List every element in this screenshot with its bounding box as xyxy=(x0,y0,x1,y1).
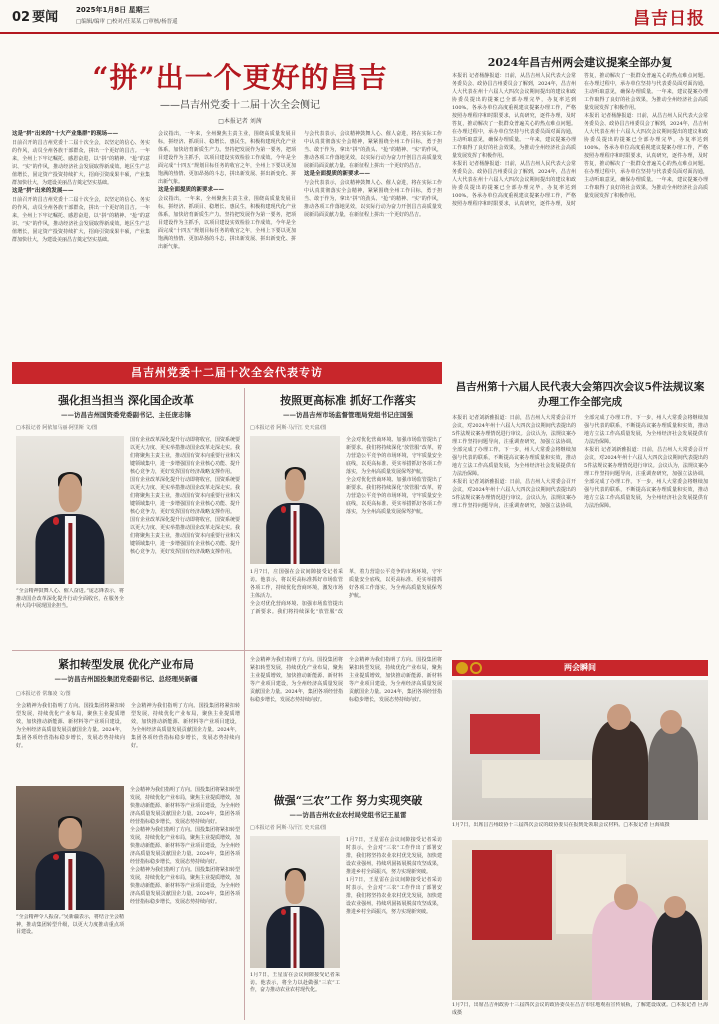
interview-photo xyxy=(16,786,124,910)
lead-subhead: 这是“拼”出来的“十大产业集群”的现场—— xyxy=(12,131,119,137)
column-divider xyxy=(244,388,245,1020)
article-title: 做强“三农”工作 努力实现突破 xyxy=(273,794,423,807)
lead-byline: □本报记者 刘茜 xyxy=(218,118,262,125)
interview-photo xyxy=(16,436,124,584)
article-byline: □本报记者 阿斯·马汗江 史天富/图 xyxy=(250,425,327,431)
article-title: 按照更高标准 抓好工作落实 xyxy=(280,394,416,407)
lead-body xyxy=(12,130,442,355)
photo-caption: 1月7日，王星雷在会议间隙接受记者采访。他表示，将全力以赴做强“三农”工作，奋力推动农业农村现代化。 xyxy=(250,972,340,993)
right-mid-title: 昌吉州第十六届人民代表大会第四次会议5件法规议案办理工作全部完成 xyxy=(455,381,705,408)
moment-label: 两会瞬间 xyxy=(564,663,596,672)
interview-photo xyxy=(250,836,340,968)
right-mid-body: 本报讯 记者刘新雅报道：日前，昌吉州人大常委会召开会议，对2024年州十六届人大四次会议期间代表提出的5件法规议案办理情况进行审议。会议认为，法规议案办理工作坚持问题导向，注重调查研究，加强立法协调，全部完成了办理工作。下一步，州人大常委会将继续加强与代表的联系，不断提高议案办理质量和实效，推动地方立法工作高质量发展，为全州经济社会发展提供有力法治保障。 本报讯 记者刘新雅报道：日前，昌吉州人大常委会召开会议，对2024年州十六届人大四次会议期间代表提出的5件法规议案办理情况进行审议。会议认为，法规议案办理工作坚持问题导向，注重调查研究，加强立法协调，全部完成了办理工作。下一步，州人大常委会将继续加强与代表的联系，不断提高议案办理质量和实效，推动地方立法工作高质量发展，为全州经济社会发展提供有力法治保障。 本报讯 记者刘新雅报道：日前，昌吉州人大常委会召开会议，对2024年州十六届人大四次会议期间代表提出的5件法规议案办理情况进行审议。会议认为，法规议案办理工作坚持问题导向，注重调查研究，加强立法协调，全部完成了办理工作。下一步，州人大常委会将继续加强与代表的联系，不断提高议案办理质量和实效，推动地方立法工作高质量发展，为全州经济社会发展提供有力法治保障。 xyxy=(452,415,708,509)
article-byline: □本报记者 常珈凌 文/图 xyxy=(16,691,71,697)
lead-subhead: 这是“拼”出来的发展—— xyxy=(12,188,74,194)
right-top-title: 2024年昌吉州两会建议提案全部办复 xyxy=(487,56,673,69)
newspaper-logo: 昌吉日报 xyxy=(633,9,705,29)
moment-caption: 1月7日，出席昌吉州政协十三届四次会议的政协委员在昌吉市驻地观看宣传展板，了解建设成就。□本报记者 巨海成摄 xyxy=(452,1002,708,1016)
masthead xyxy=(0,0,719,34)
article-body: 1月7日，王星雷在会议间隙接受记者采访时表示，全会对“三农”工作作出了部署安排，我们将坚持农业农村优先发展，加快建设农业强州，持续巩固拓展脱贫攻坚成果，推进乡村全面振兴，努力实现新突破。 1月7日，王星雷在会议间隙接受记者采访时表示，全会对“三农”工作作出了部署安排，我们将坚持农业农村优先发展，加快建设农业强州，持续巩固拓展脱贫攻坚成果，推进乡村全面振兴，努力实现新突破。 xyxy=(346,837,442,915)
article-subtitle: ——访昌吉州国资委党委副书记、主任庞志锋 xyxy=(61,411,191,419)
article-byline: □本报记者 阿依加马丽·阿里斯 文/图 xyxy=(16,425,98,431)
interview-banner: 昌吉州党委十二届十次全会代表专访 xyxy=(12,362,442,384)
article-subtitle: ——访昌吉州国投集团党委副书记、总经理吴新疆 xyxy=(54,675,198,683)
row-divider xyxy=(12,650,442,651)
party-badge-icon xyxy=(281,506,286,512)
page-number: 02 要闻 xyxy=(12,10,59,25)
interview-photo xyxy=(250,436,340,564)
article-subtitle: ——访昌吉州市场监督管理局党组书记庄国强 xyxy=(283,411,413,419)
article-byline: □本报记者 阿斯·马汗江 史天富/图 xyxy=(250,825,327,831)
article-subtitle: ——访昌吉州农业农村局党组书记王星雷 xyxy=(289,811,407,819)
article-body: 全会精神为我们指明了方向。国投集团将紧扣转型发展，持续优化产业布局，聚焦主业提质增效，加快推动新能源、新材料等产业项目建设，为全州经济高质量发展贡献国企力量。2024年，集团各项经营指标稳步增长，发展态势持续向好。 全会精神为我们指明了方向。国投集团将紧扣转型发展，持续优化产业布局，聚焦主业提质增效，加快推动新能源、新材料等产业项目建设，为全州经济高质量发展贡献国企力量。2024年，集团各项经营指标稳步增长，发展态势持续向好。 xyxy=(250,657,442,703)
right-top-body: 本报讯 记者杨静报道：日前，从昌吉州人民代表大会常务委员会、政协昌吉州委员会了解到，2024年，昌吉州人大代表在州十六届人大四次会议期间提出的建议和政协委员提出的提案已全部办理完毕，办复率达到100%。各承办单位高度重视建议提案办理工作，严格按照办理程序和时限要求，认真研究，逐件办理，及时答复，推动解决了一批群众普遍关心的热点难点问题。在办理过程中，承办单位坚持与代表委员面对面沟通，主动听取意见，确保办理质量。一年来，建议提案办理工作取得了良好的社会效果，为推动全州经济社会高质量发展发挥了积极作用。 本报讯 记者杨静报道：日前，从昌吉州人民代表大会常务委员会、政协昌吉州委员会了解到，2024年，昌吉州人大代表在州十六届人大四次会议期间提出的建议和政协委员提出的提案已全部办理完毕，办复率达到100%。各承办单位高度重视建议提案办理工作，严格按照办理程序和时限要求，认真研究，逐件办理，及时答复，推动解决了一批群众普遍关心的热点难点问题。在办理过程中，承办单位坚持与代表委员面对面沟通，主动听取意见，确保办理质量。一年来，建议提案办理工作取得了良好的社会效果，为推动全州经济社会高质量发展发挥了积极作用。 本报讯 记者杨静报道：日前，从昌吉州人民代表大会常务委员会、政协昌吉州委员会了解到，2024年，昌吉州人大代表在州十六届人大四次会议期间提出的建议和政协委员提出的提案已全部办理完毕，办复率达到100%。各承办单位高度重视建议提案办理工作，严格按照办理程序和时限要求，认真研究，逐件办理，及时答复，推动解决了一批群众普遍关心的热点难点问题。在办理过程中，承办单位坚持与代表委员面对面沟通，主动听取意见，确保办理质量。一年来，建议提案办理工作取得了良好的社会效果，为推动全州经济社会高质量发展发挥了积极作用。 xyxy=(452,73,708,207)
article-title: 紧扣转型发展 优化产业布局 xyxy=(58,658,194,671)
lead-subhead: 这是全面提质的新要求—— xyxy=(158,187,225,193)
article-body: 全会精神为我们指明了方向。国投集团将紧扣转型发展，持续优化产业布局，聚焦主业提质增效，加快推动新能源、新材料等产业项目建设，为全州经济高质量发展贡献国企力量。2024年，集团各项经营指标稳步增长，发展态势持续向好。 全会精神为我们指明了方向。国投集团将紧扣转型发展，持续优化产业布局，聚焦主业提质增效，加快推动新能源、新材料等产业项目建设，为全州经济高质量发展贡献国企力量。2024年，集团各项经营指标稳步增长，发展态势持续向好。 全会精神为我们指明了方向。国投集团将紧扣转型发展，持续优化产业布局，聚焦主业提质增效，加快推动新能源、新材料等产业项目建设，为全州经济高质量发展贡献国企力量。2024年，集团各项经营指标稳步增长，发展态势持续向好。 xyxy=(130,787,240,905)
photo-caption: “全会精神鼓舞人心、催人奋进。”庞志锋表示，将推动国企改革深化提升行动全面收官，在服务全州大局中展现国企担当。 xyxy=(16,588,124,609)
article-title: 强化担当担当 深化国企改革 xyxy=(58,394,194,407)
lead-column-1: 这是“拼”出来的“十大产业集群”的现场—— 日前召开的昌吉州党委十二届十次全会，以坚定的信心、务实的作风，动员全州各族干部群众，拼出一个更好的昌吉。一年来，全州上下牢记嘱托、感恩奋进，以“拼”的精神、“抢”的意识、“实”的作风，推动经济社会发展取得新成效。地区生产总值增长，固定资产投资持续扩大，招商引资成果丰硕，产业集群加快壮大，为建设美丽昌吉奠定坚实基础。 这是“拼”出来的发展—— 日前召开的昌吉州党委十二届十次全会，以坚定的信心、务实的作风，动员全州各族干部群众，拼出一个更好的昌吉。一年来，全州上下牢记嘱托、感恩奋进，以“拼”的精神、“抢”的意识、“实”的作风，推动经济社会发展取得新成效。地区生产总值增长，固定资产投资持续扩大，招商引资成果丰硕，产业集群加快壮大，为建设美丽昌吉奠定坚实基础。 xyxy=(12,131,150,243)
article-body: 全会精神为我们指明了方向。国投集团将紧扣转型发展，持续优化产业布局，聚焦主业提质增效，加快推动新能源、新材料等产业项目建设，为全州经济高质量发展贡献国企力量。2024年，集团各项经营指标稳步增长，发展态势持续向好。 全会精神为我们指明了方向。国投集团将紧扣转型发展，持续优化产业布局，聚焦主业提质增效，加快推动新能源、新材料等产业项目建设，为全州经济高质量发展贡献国企力量。2024年，集团各项经营指标稳步增长，发展态势持续向好。 xyxy=(16,703,240,749)
lead-column-3: 与会代表表示，会议精神鼓舞人心、催人奋进，将在实际工作中认真贯彻落实全会精神，紧紧围绕全州工作目标，勇于担当、敢于作为，拿出“拼”的劲头、“抢”的精神、“实”的作风，推动各项工作落地见效，以实际行动为奋力开创昌吉高质量发展新局面贡献力量，在新征程上拼出一个更好的昌吉。 这是全面提质的新要求—— 与会代表表示，会议精神鼓舞人心、催人奋进，将在实际工作中认真贯彻落实全会精神，紧紧围绕全州工作目标，勇于担当、敢于作为，拿出“拼”的劲头、“抢”的精神、“实”的作风，推动各项工作落地见效，以实际行动为奋力开创昌吉高质量发展新局面贡献力量，在新征程上拼出一个更好的昌吉。 xyxy=(304,131,442,218)
editors-line: □编辑/编审 □校对/任某某 □审核/杨晋遥 xyxy=(76,19,178,25)
issue-date: 2025年1月8日 星期三 xyxy=(76,6,150,14)
article-body: 国有企业改革深化提升行动即将收官，国资系统要以更大力度、更实举措推动国企改革走深走实。我们将聚焦主责主业，推动国有资本向重要行业和关键领域集中，进一步增强国有企业核心功能、提升核心竞争力，更好发挥国有经济战略支撑作用。 国有企业改革深化提升行动即将收官，国资系统要以更大力度、更实举措推动国企改革走深走实。我们将聚焦主责主业，推动国有资本向重要行业和关键领域集中，进一步增强国有企业核心功能、提升核心竞争力，更好发挥国有经济战略支撑作用。 国有企业改革深化提升行动即将收官，国资系统要以更大力度、更实举措推动国企改革走深走实。我们将聚焦主责主业，推动国有资本向重要行业和关键领域集中，进一步增强国有企业核心功能、提升核心竞争力，更好发挥国有经济战略支撑作用。 xyxy=(130,437,240,555)
lead-subtitle: ——昌吉州党委十二届十次全会侧记 xyxy=(160,100,320,111)
moment-photo-exhibit xyxy=(452,840,708,1000)
lead-subhead: 这是全面提质的新要求—— xyxy=(304,171,371,177)
article-body: 全会对优化营商环境、加强市场监管提出了新要求。我们将持续深化“放管服”改革，着力营造公平竞争的市场环境，守牢质量安全底线，以更高标准、更实举措抓好各项工作落实，为全州高质量发展保驾护航。 全会对优化营商环境、加强市场监管提出了新要求。我们将持续深化“放管服”改革，着力营造公平竞争的市场环境，守牢质量安全底线，以更高标准、更实举措抓好各项工作落实，为全州高质量发展保驾护航。 xyxy=(346,437,442,515)
party-badge-icon xyxy=(281,909,286,916)
lead-column-2: 会议指出，一年来，全州聚焦主责主业，围绕高质量发展目标，拼经济、抓项目、稳增长、惠民生，积极构建现代化产业体系，加快培育新质生产力。坚持把发展作为第一要务，把项目建设作为主抓手，以项目建设实效检验工作成效。今年是全面完成“十四五”规划目标任务的收官之年，全州上下要以更加饱满的热情、更加昂扬的斗志，拼出新发展、拼出新变化、拼出新气象。 这是全面提质的新要求—— 会议指出，一年来，全州聚焦主责主业，围绕高质量发展目标，拼经济、抓项目、稳增长、惠民生，积极构建现代化产业体系，加快培育新质生产力。坚持把发展作为第一要务，把项目建设作为主抓手，以项目建设实效检验工作成效。今年是全面完成“十四五”规划目标任务的收官之年，全州上下要以更加饱满的热情、更加昂扬的斗志，拼出新发展、拼出新变化、拼出新气象。 xyxy=(158,131,296,250)
moment-photo-registration xyxy=(452,680,708,820)
section-name: 要闻 xyxy=(32,10,59,25)
photo-caption: “全会精神令人振奋。”吴新疆表示，将结合全会精神，推动集团转型升级，以更大力度推动重点项目建设。 xyxy=(16,914,124,935)
lead-title: “拼”出一个更好的昌吉 xyxy=(92,61,388,94)
moment-caption: 1月7日，出席昌吉州政协十三届四次会议的政协委员在报到处领取会议材料。□本报记者 巨海成摄 xyxy=(452,822,670,828)
article-body: 1月7日，庄国强在会议间隙接受记者采访。他表示，将以更高标准抓好市场监管各项工作，持续优化营商环境，激发市场主体活力。 全会对优化营商环境、加强市场监管提出了新要求。我们将持续深化“放管服”改革，着力营造公平竞争的市场环境，守牢质量安全底线，以更高标准、更实举措抓好各项工作落实，为全州高质量发展保驾护航。 xyxy=(250,569,442,615)
party-badge-icon xyxy=(53,517,59,524)
